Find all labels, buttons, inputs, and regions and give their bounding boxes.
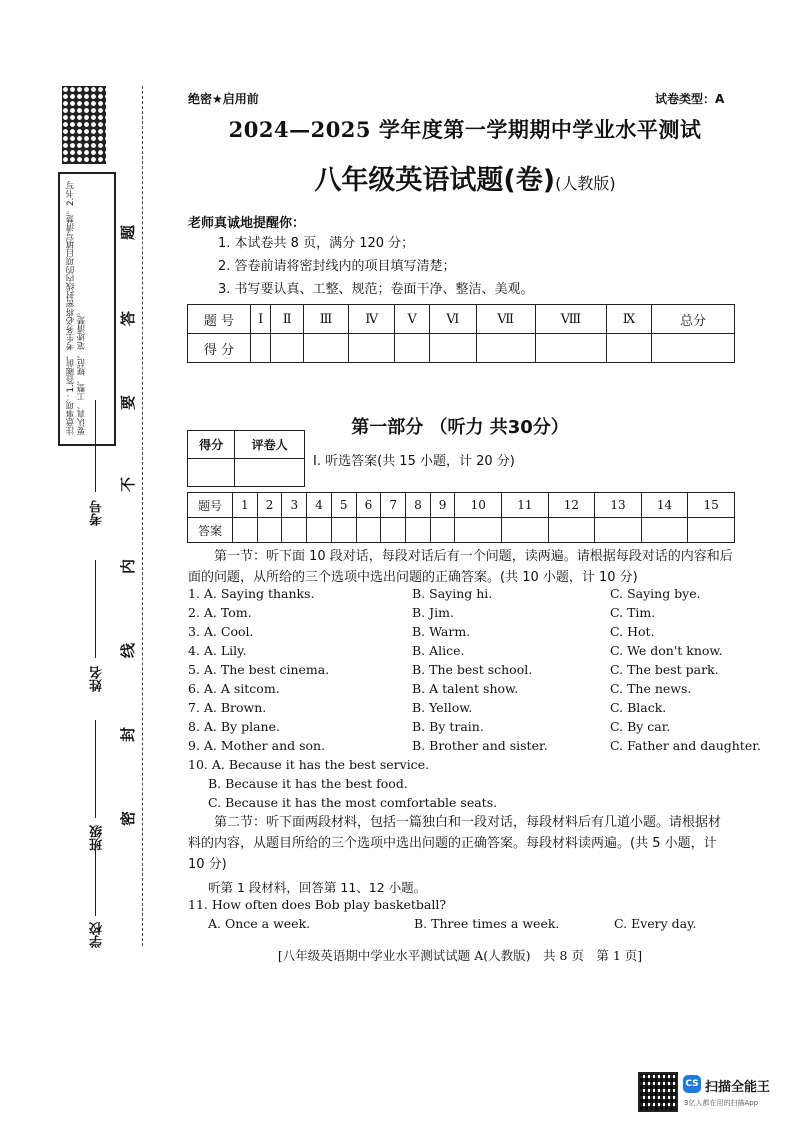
exam-subtitle — [200, 158, 730, 197]
scanner-app-name: 扫描全能王 — [705, 1080, 771, 1095]
option-b: B. The best school. — [412, 662, 533, 677]
class-label: 班级 — [90, 825, 105, 851]
name-line[interactable] — [95, 560, 96, 658]
grader-person-cell[interactable] — [235, 459, 305, 487]
seal-char: 要 — [119, 394, 138, 411]
answer-row-label: 题号 — [188, 493, 233, 518]
exam-number-label: 考号 — [90, 500, 105, 526]
seal-char: 线 — [119, 642, 138, 659]
score-cell[interactable] — [652, 334, 735, 363]
grader-score-cell[interactable] — [188, 459, 235, 487]
perforation-pattern — [62, 86, 106, 164]
reminder-heading: 老师真诚地提醒你： — [188, 216, 306, 231]
option-a: A. Once a week. — [208, 916, 311, 931]
answer-cell[interactable] — [233, 518, 258, 543]
answer-cell[interactable] — [502, 518, 549, 543]
exam-number-line[interactable] — [95, 400, 96, 492]
score-cell[interactable] — [395, 334, 429, 363]
grader-person-label: 评卷人 — [235, 431, 305, 459]
seal-char: 不 — [119, 476, 138, 493]
secret-mark: 绝密★启用前 — [188, 92, 259, 106]
score-col: Ⅰ — [251, 305, 271, 334]
option-c: C. Tim. — [610, 605, 656, 620]
paper-type: 试卷类型：A — [655, 92, 725, 106]
answer-cell[interactable] — [548, 518, 595, 543]
answer-cell[interactable] — [455, 518, 502, 543]
question-number: 8 — [406, 493, 431, 518]
option-b: B. A talent show. — [412, 681, 519, 696]
question-number: 12 — [548, 493, 595, 518]
rules-list — [218, 232, 534, 301]
score-row-label: 题 号 — [188, 305, 251, 334]
class-line[interactable] — [95, 720, 96, 818]
rule-item: 2. 答卷前请将密封线内的项目填写清楚； — [218, 259, 456, 274]
seal-char: 封 — [119, 726, 138, 743]
option-a: 8. A. By plane. — [188, 719, 280, 734]
answer-cell[interactable] — [282, 518, 307, 543]
score-col: Ⅵ — [429, 305, 476, 334]
option-b: B. Warm. — [412, 624, 471, 639]
option-a: 7. A. Brown. — [188, 700, 267, 715]
score-col: Ⅷ — [535, 305, 606, 334]
option-c: C. Black. — [610, 700, 667, 715]
option-c: C. The best park. — [610, 662, 719, 677]
score-col: Ⅸ — [606, 305, 651, 334]
option-b: B. Because it has the best food. — [208, 776, 408, 791]
notice-text: 注意事项：1.答题前，考生务必将密封线内的项目填写清楚。2.书写要认真、工整、规范、笔迹清楚。 — [66, 180, 87, 435]
name-label: 姓名 — [90, 666, 105, 692]
answer-cell[interactable] — [430, 518, 455, 543]
seal-char: 密 — [119, 810, 138, 827]
option-c: C. Saying bye. — [610, 586, 701, 601]
seal-line — [142, 86, 143, 946]
question-number: 3 — [282, 493, 307, 518]
option-c: C. Every day. — [614, 916, 697, 931]
question-number: 4 — [307, 493, 332, 518]
answer-row-label: 答案 — [188, 518, 233, 543]
rule-item: 1. 本试卷共 8 页，满分 120 分； — [218, 236, 415, 251]
question-stem: 11. How often does Bob play basketball? — [188, 897, 447, 912]
seal-char: 答 — [119, 310, 138, 327]
option-a: 10. A. Because it has the best service. — [188, 757, 430, 772]
score-row-label: 得 分 — [188, 334, 251, 363]
score-col: Ⅴ — [395, 305, 429, 334]
option-b: B. Alice. — [412, 643, 465, 658]
answer-cell[interactable] — [595, 518, 642, 543]
question-number: 1 — [233, 493, 258, 518]
option-a: 6. A. A sitcom. — [188, 681, 280, 696]
exam-title: 2024—2025 学年度第一学期期中学业水平测试 — [228, 117, 702, 142]
score-cell[interactable] — [476, 334, 535, 363]
option-c: C. The news. — [610, 681, 692, 696]
score-col: Ⅲ — [304, 305, 349, 334]
option-b: B. Brother and sister. — [412, 738, 548, 753]
score-cell[interactable] — [429, 334, 476, 363]
section-title: Ⅰ. 听选答案(共 15 小题，计 20 分) — [313, 454, 515, 469]
subject-title: 八年级英语试题(卷) — [314, 165, 556, 196]
score-cell[interactable] — [606, 334, 651, 363]
option-a: 5. A. The best cinema. — [188, 662, 330, 677]
question-number: 9 — [430, 493, 455, 518]
option-b: B. By train. — [412, 719, 484, 734]
option-c: C. Father and daughter. — [610, 738, 761, 753]
option-c: C. Because it has the most comfortable seats. — [208, 795, 498, 810]
option-b: B. Three times a week. — [414, 916, 560, 931]
option-c: C. We don't know. — [610, 643, 723, 658]
option-a: 3. A. Cool. — [188, 624, 254, 639]
score-col: Ⅱ — [271, 305, 304, 334]
scanner-tagline: 3亿人都在用的扫描App — [684, 1099, 759, 1107]
answer-cell[interactable] — [641, 518, 688, 543]
answer-cell[interactable] — [356, 518, 381, 543]
option-b: B. Saying hi. — [412, 586, 493, 601]
answer-cell[interactable] — [307, 518, 332, 543]
option-b: B. Jim. — [412, 605, 454, 620]
option-a: 2. A. Tom. — [188, 605, 252, 620]
question-number: 13 — [595, 493, 642, 518]
answer-cell[interactable] — [381, 518, 406, 543]
option-a: 1. A. Saying thanks. — [188, 586, 315, 601]
answer-cell[interactable] — [688, 518, 735, 543]
section1-intro: 第一节：听下面 10 段对话，每段对话后有一个问题，读两遍。请根据每段对话的内容和后面的问题，从所给的三个选项中选出问题的正确答案。(共 10 小题，计 10 分) — [188, 549, 733, 585]
seal-char: 内 — [119, 558, 138, 575]
notice-box — [58, 172, 116, 446]
page-footer: [八年级英语期中学业水平测试试题 A(人教版) 共 8 页 第 1 页] — [277, 948, 643, 963]
answer-cell[interactable] — [331, 518, 356, 543]
score-cell[interactable] — [535, 334, 606, 363]
school-line[interactable] — [95, 850, 96, 916]
score-cell[interactable] — [349, 334, 395, 363]
grader-table — [187, 430, 305, 487]
edition-label: (人教版) — [555, 174, 616, 193]
option-b: B. Yellow. — [412, 700, 473, 715]
answer-cell[interactable] — [257, 518, 282, 543]
question-number: 5 — [331, 493, 356, 518]
answer-table — [187, 492, 735, 543]
question-number: 11 — [502, 493, 549, 518]
question-number: 2 — [257, 493, 282, 518]
rule-item: 3. 书写要认真、工整、规范；卷面干净、整洁、美观。 — [218, 282, 534, 297]
qr-code-icon — [638, 1072, 678, 1112]
score-cell[interactable] — [304, 334, 349, 363]
option-c: C. By car. — [610, 719, 671, 734]
seal-char: 题 — [119, 224, 138, 241]
score-cell[interactable] — [271, 334, 304, 363]
option-a: 4. A. Lily. — [188, 643, 247, 658]
score-col: Ⅳ — [349, 305, 395, 334]
question-number: 7 — [381, 493, 406, 518]
grader-score-label: 得分 — [188, 431, 235, 459]
question-number: 15 — [688, 493, 735, 518]
score-col: Ⅶ — [476, 305, 535, 334]
school-label: 学校 — [90, 922, 105, 948]
camscanner-logo-icon: CS — [683, 1075, 701, 1093]
question-number: 14 — [641, 493, 688, 518]
score-cell[interactable] — [251, 334, 271, 363]
score-table — [187, 304, 735, 363]
part-title: 第一部分 （听力 共30分） — [351, 417, 569, 438]
option-c: C. Hot. — [610, 624, 655, 639]
score-col-total: 总分 — [652, 305, 735, 334]
answer-cell[interactable] — [406, 518, 431, 543]
option-a: 9. A. Mother and son. — [188, 738, 326, 753]
question-number: 6 — [356, 493, 381, 518]
material-instruction: 听第 1 段材料，回答第 11、12 小题。 — [208, 880, 427, 895]
question-number: 10 — [455, 493, 502, 518]
section2-intro: 第二节：听下面两段材料，包括一篇独白和一段对话，每段材料后有几道小题。请根据材料的内容，从题目所给的三个选项中选出问题的正确答案。每段材料读两遍。(共 5 小题，计 10 分) — [188, 815, 722, 872]
